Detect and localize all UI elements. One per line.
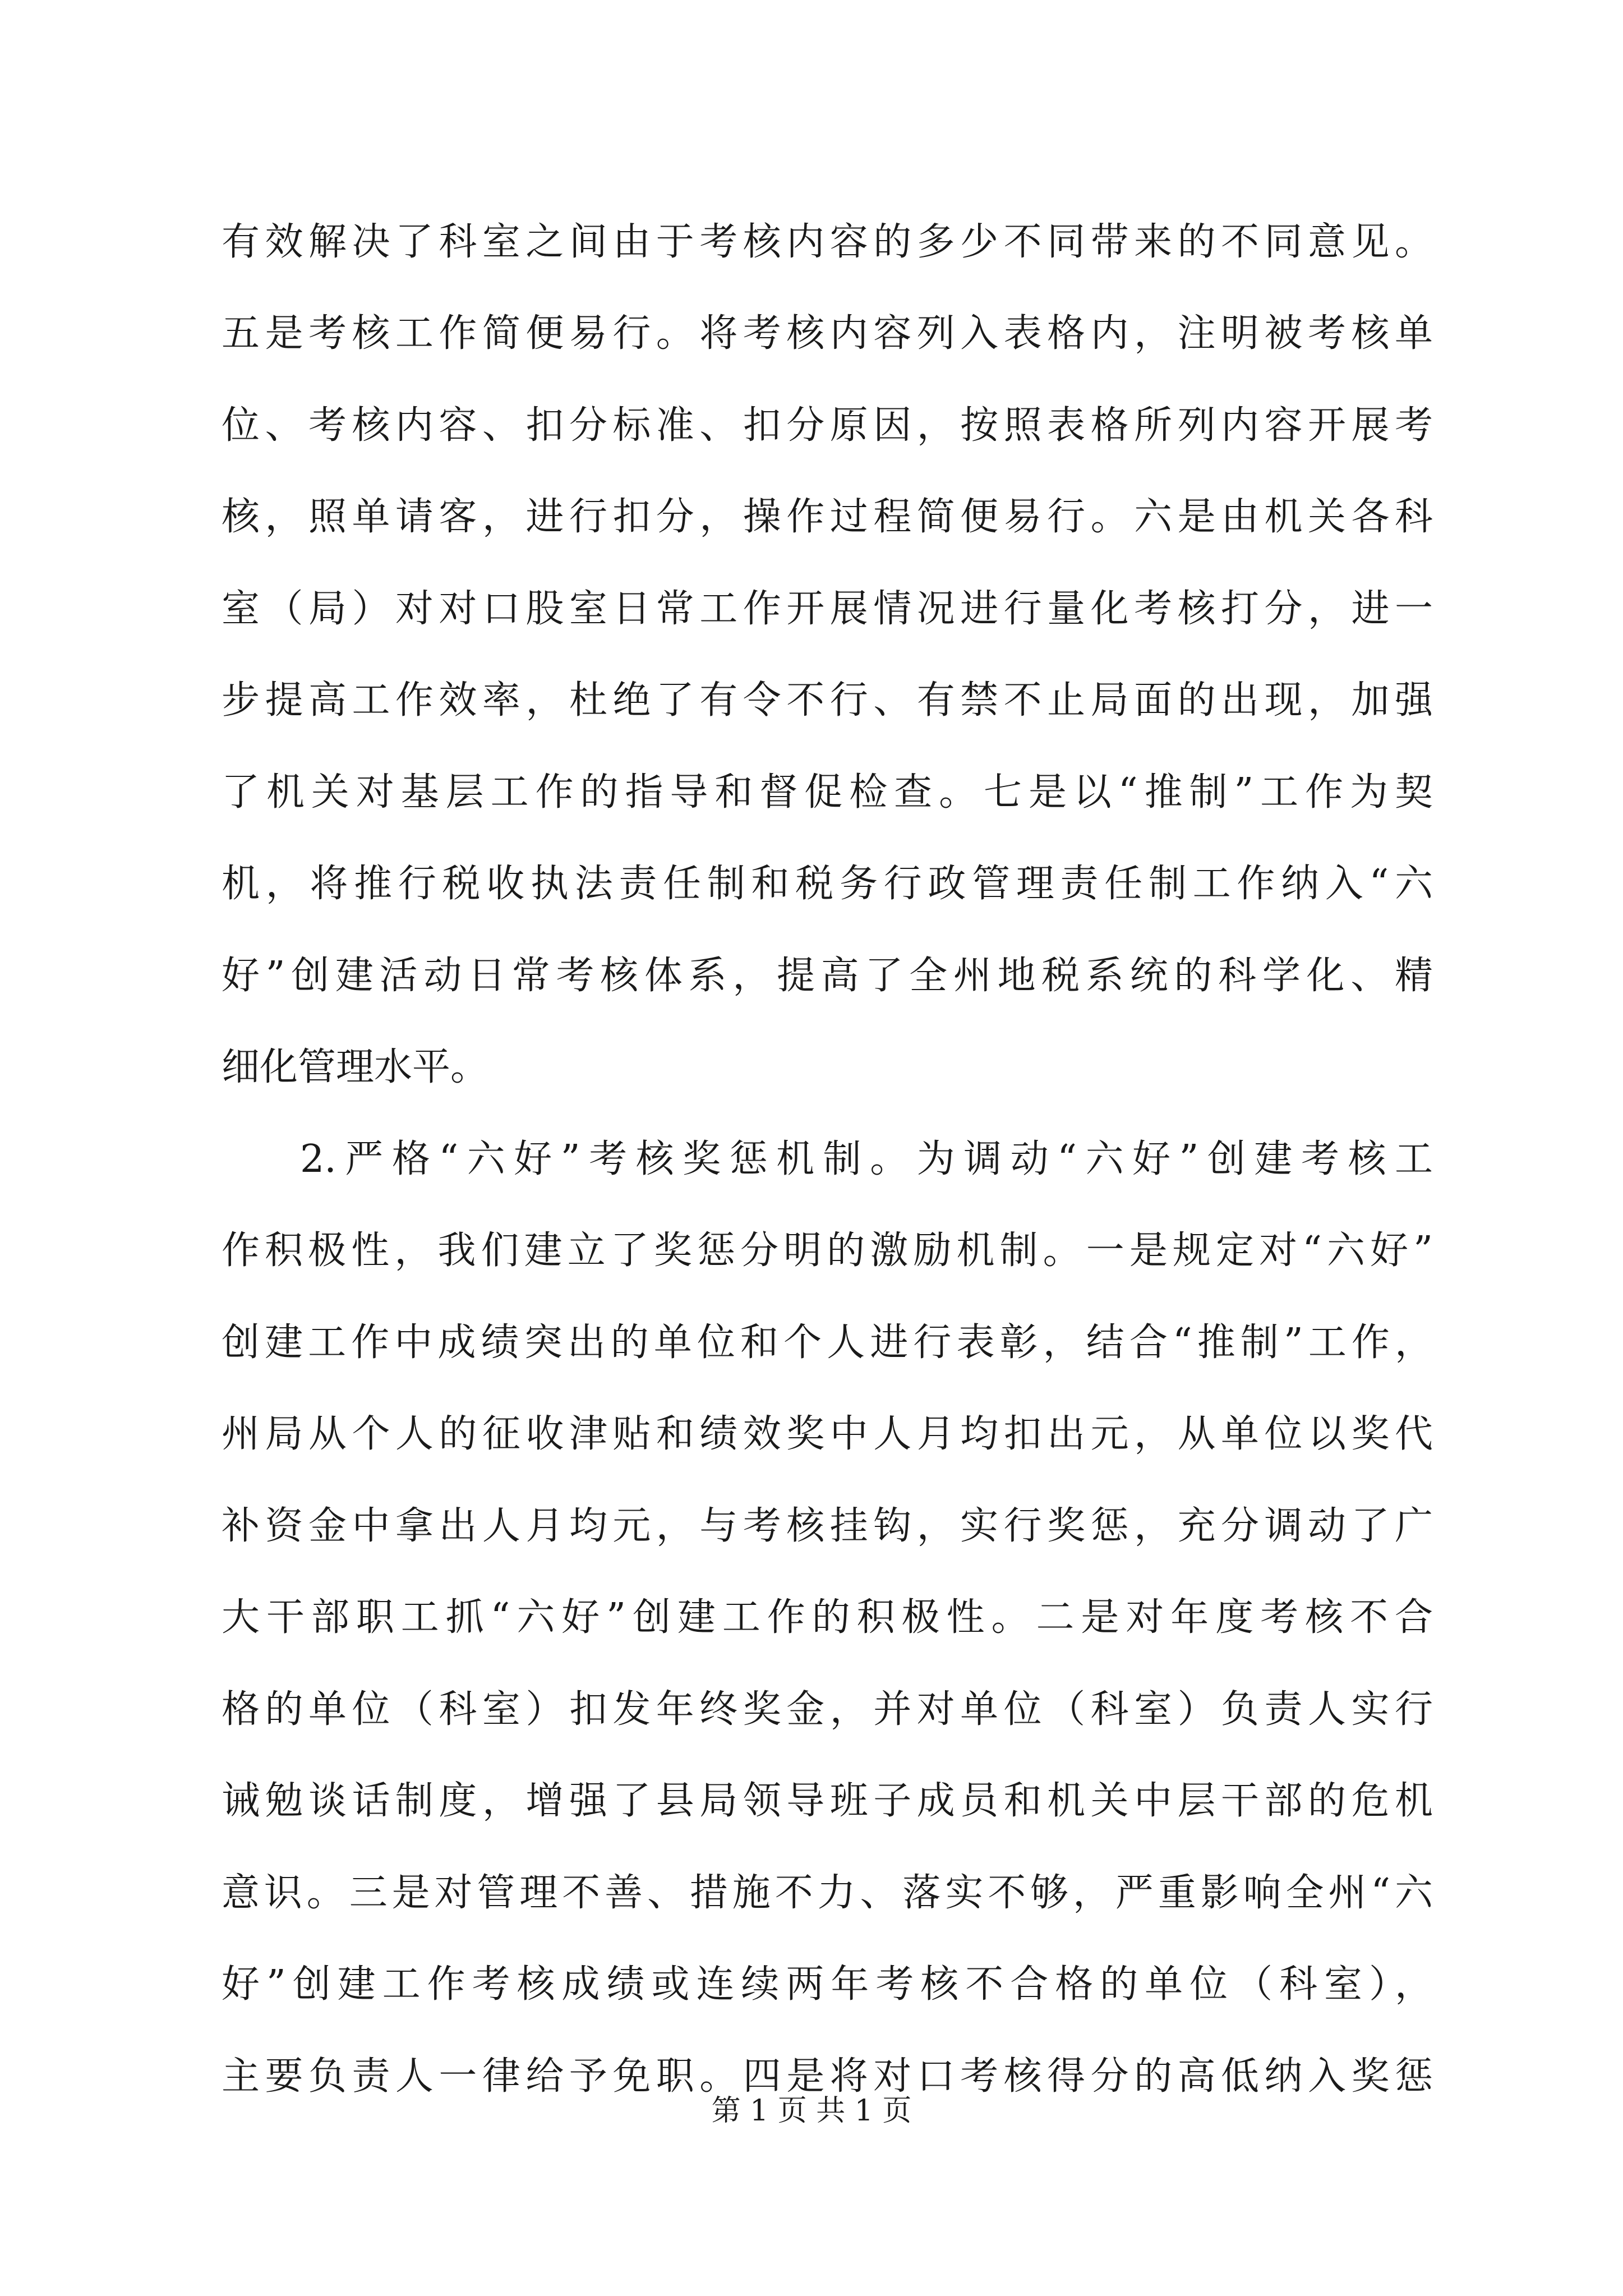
paragraph-2-line: 州局从个人的征收津贴和绩效奖中人月均扣出元，从单位以奖代 <box>222 1412 1433 1456</box>
paragraph-2-line: 补资金中拿出人月均元，与考核挂钩，实行奖惩，充分调动了广 <box>222 1504 1433 1548</box>
paragraph-2-line: 2.严格“六好”考核奖惩机制。为调动“六好”创建考核工 <box>300 1137 1433 1181</box>
paragraph-1-line: 步提高工作效率，杜绝了有令不行、有禁不止局面的出现，加强 <box>222 678 1433 723</box>
paragraph-1-line: 五是考核工作简便易行。将考核内容列入表格内，注明被考核单 <box>222 311 1433 356</box>
paragraph-1-line: 室（局）对对口股室日常工作开展情况进行量化考核打分，进一 <box>222 587 1433 631</box>
paragraph-2-line: 意识。三是对管理不善、措施不力、落实不够，严重影响全州“六 <box>222 1871 1433 1915</box>
paragraph-1-line: 核，照单请客，进行扣分，操作过程简便易行。六是由机关各科 <box>222 495 1433 539</box>
paragraph-1-line: 细化管理水平。 <box>222 1045 489 1089</box>
paragraph-2-line: 诫勉谈话制度，增强了县局领导班子成员和机关中层干部的危机 <box>222 1779 1433 1823</box>
paragraph-1-line: 有效解决了科室之间由于考核内容的多少不同带来的不同意见。 <box>222 220 1433 264</box>
page-number-footer: 第 1 页 共 1 页 <box>711 2094 912 2128</box>
paragraph-1-line: 机，将推行税收执法责任制和税务行政管理责任制工作纳入“六 <box>222 862 1433 906</box>
paragraph-1-line: 位、考核内容、扣分标准、扣分原因，按照表格所列内容开展考 <box>222 403 1433 448</box>
paragraph-2-line: 创建工作中成绩突出的单位和个人进行表彰，结合“推制”工作， <box>222 1320 1433 1365</box>
paragraph-1-line: 好”创建活动日常考核体系，提高了全州地税系统的科学化、精 <box>222 954 1433 998</box>
paragraph-2-line: 格的单位（科室）扣发年终奖金，并对单位（科室）负责人实行 <box>222 1687 1433 1732</box>
paragraph-2-line: 好”创建工作考核成绩或连续两年考核不合格的单位（科室）， <box>222 1962 1433 2007</box>
paragraph-2-line: 大干部职工抓“六好”创建工作的积极性。二是对年度考核不合 <box>222 1595 1433 1640</box>
paragraph-2-line: 作积极性，我们建立了奖惩分明的激励机制。一是规定对“六好” <box>222 1228 1433 1273</box>
paragraph-2-line: 主要负责人一律给予免职。四是将对口考核得分的高低纳入奖惩 <box>222 2054 1433 2099</box>
paragraph-1-line: 了机关对基层工作的指导和督促检查。七是以“推制”工作为契 <box>222 770 1433 815</box>
